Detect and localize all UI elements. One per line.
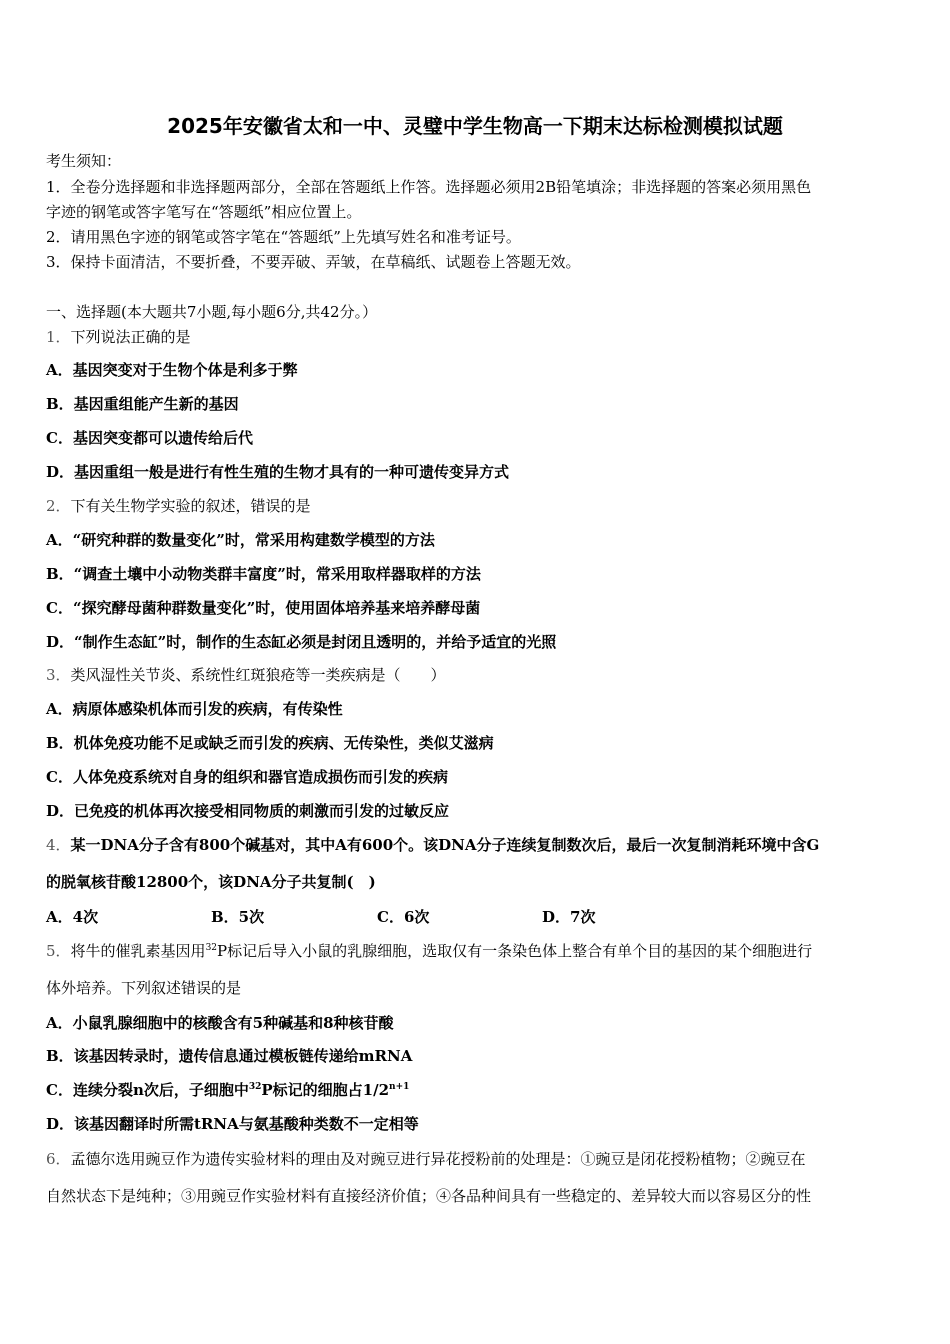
question-3-option-a: A．病原体感染机体而引发的疾病，有传染性 [46,700,343,718]
notice-item: 3．保持卡面清洁，不要折叠，不要弄破、弄皱，在草稿纸、试题卷上答题无效。 [46,253,581,271]
question-2-option-c: C．“探究酵母菌种群数量变化”时，使用固体培养基来培养酵母菌 [46,599,481,617]
question-5-option-a: A．小鼠乳腺细胞中的核酸含有5种碱基和8种核苷酸 [46,1014,394,1032]
question-6-stem-line2: 自然状态下是纯种；③用豌豆作实验材料有直接经济价值；④各品种间具有一些稳定的、差异较大而以容易区分的性 [46,1187,812,1205]
question-number: 1． [46,328,71,346]
question-number: 2． [46,497,71,515]
question-number: 6． [46,1150,71,1168]
question-5-option-d: D．该基因翻译时所需tRNA与氨基酸种类数不一定相等 [46,1115,419,1133]
question-text: 下列说法正确的是 [70,328,191,346]
question-text: 下有关生物学实验的叙述，错误的是 [70,497,311,515]
option-text: C．连续分裂n次后，子细胞中 [46,1081,249,1099]
question-2-option-b: B．“调查土壤中小动物类群丰富度”时，常采用取样器取样的方法 [46,565,481,583]
question-4-option-c: C．6次 [377,908,430,926]
question-text: 类风湿性关节炎、系统性红斑狼疮等一类疾病是（ ） [70,666,446,684]
question-5-option-b: B．该基因转录时，遗传信息通过模板链传递给mRNA [46,1047,413,1065]
question-3-option-d: D．已免疫的机体再次接受相同物质的刺激而引发的过敏反应 [46,802,450,820]
question-4-option-a: A．4次 [46,908,99,926]
question-5-stem-line1 [46,941,906,961]
question-3-stem [46,665,906,685]
question-1-option-d: D．基因重组一般是进行有性生殖的生物才具有的一种可遗传变异方式 [46,463,510,481]
question-4-option-b: B．5次 [211,908,265,926]
exponent-superscript: n+1 [389,1082,410,1092]
question-1-option-a: A．基因突变对于生物个体是利多于弊 [46,361,298,379]
question-text: P标记后导入小鼠的乳腺细胞，选取仅有一条染色体上整合有单个目的基因的某个细胞进行 [217,942,813,960]
question-3-option-b: B．机体免疫功能不足或缺乏而引发的疾病、无传染性，类似艾滋病 [46,734,494,752]
isotope-superscript: 32 [205,943,218,953]
question-5-stem-line2: 体外培养。下列叙述错误的是 [46,979,242,997]
question-number: 4． [46,836,71,854]
notice-item: 1．全卷分选择题和非选择题两部分，全部在答题纸上作答。选择题必须用2B铅笔填涂；非选择题的答案必须用黑色 [46,178,812,196]
question-number: 5． [46,942,71,960]
notice-item: 字迹的钢笔或答字笔写在“答题纸”相应位置上。 [46,203,362,221]
notice-heading: 考生须知： [46,152,122,170]
question-3-option-c: C．人体免疫系统对自身的组织和器官造成损伤而引发的疾病 [46,768,448,786]
page-title: 2025年安徽省太和一中、灵璧中学生物高一下期末达标检测模拟试题 [167,114,783,138]
question-5-option-c [46,1080,906,1100]
question-2-option-a: A．“研究种群的数量变化”时，常采用构建数学模型的方法 [46,531,435,549]
isotope-superscript: 32 [248,1082,262,1092]
question-4-option-d: D．7次 [542,908,596,926]
question-1-option-b: B．基因重组能产生新的基因 [46,395,239,413]
option-text: P标记的细胞占1/2 [261,1081,390,1099]
notice-item: 2．请用黑色字迹的钢笔或答字笔在“答题纸”上先填写姓名和准考证号。 [46,228,521,246]
section-heading: 一、选择题(本大题共7小题,每小题6分,共42分。） [46,303,378,321]
question-text: 孟德尔选用豌豆作为遗传实验材料的理由及对豌豆进行异花授粉前的处理是：①豌豆是闭花授粉植物；②豌豆在 [70,1150,806,1168]
question-4-stem-line2: 的脱氧核苷酸12800个，该DNA分子共复制( ) [46,873,376,891]
question-2-option-d: D．“制作生态缸”时，制作的生态缸必须是封闭且透明的，并给予适宜的光照 [46,633,557,651]
question-number: 3． [46,666,71,684]
question-4-stem-line1 [46,835,906,855]
question-text: 某一DNA分子含有800个碱基对，其中A有600个。该DNA分子连续复制数次后，最后一次复制消耗环境中含G [70,836,820,854]
question-text: 将牛的催乳素基因用 [70,942,206,960]
question-2-stem [46,496,906,516]
question-6-stem-line1 [46,1149,906,1169]
question-1-option-c: C．基因突变都可以遗传给后代 [46,429,253,447]
question-1-stem [46,327,906,347]
